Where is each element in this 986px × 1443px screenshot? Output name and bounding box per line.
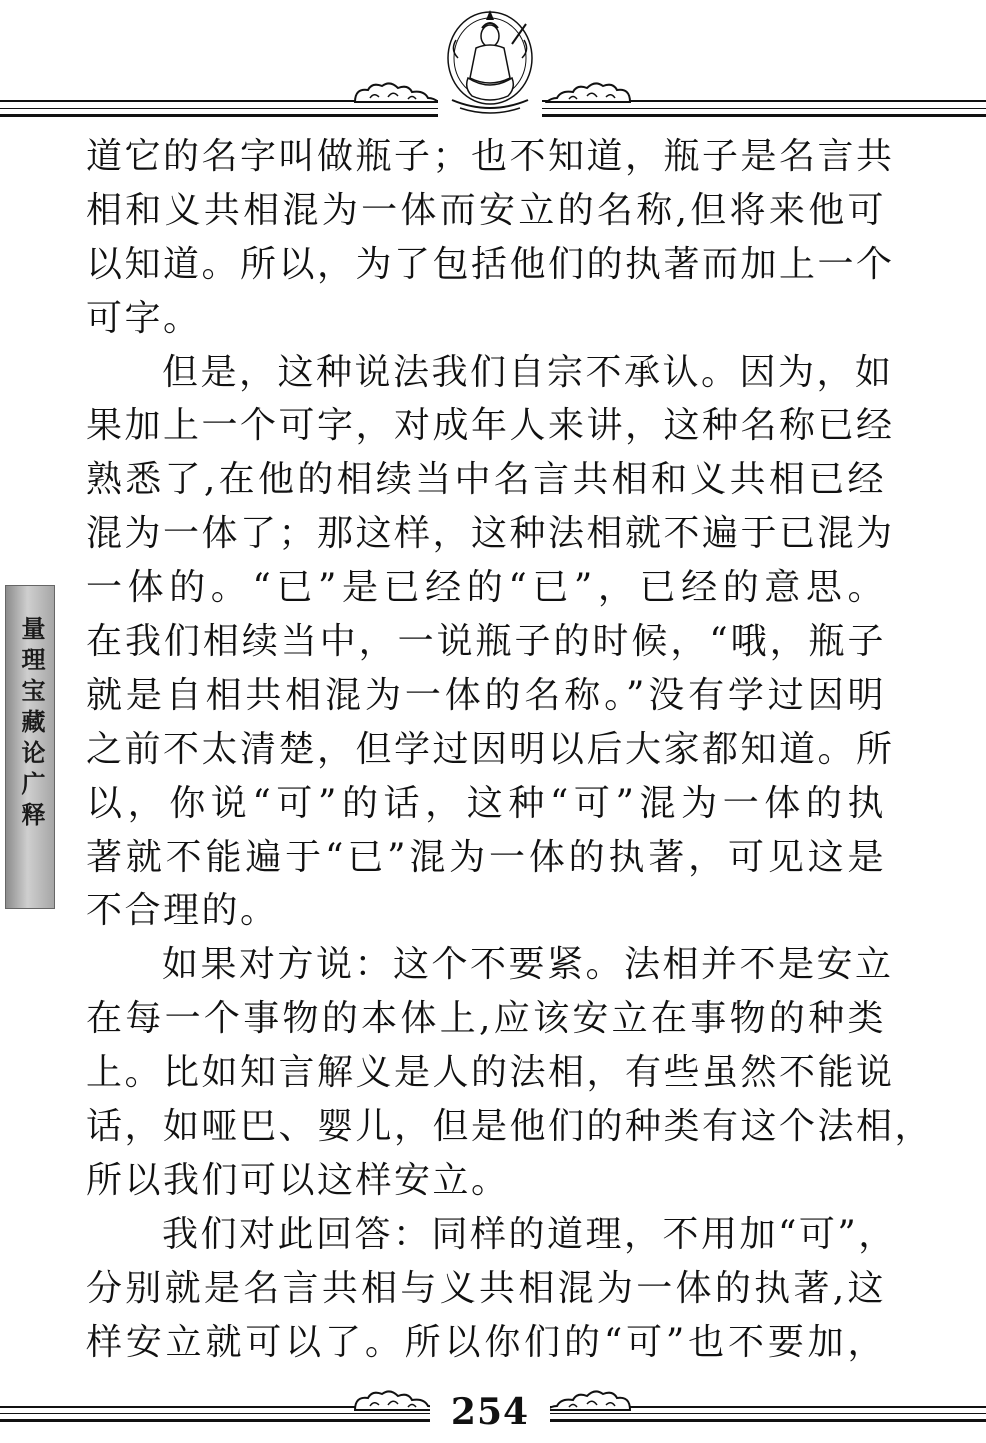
cloud-ornament-icon (350, 1388, 440, 1414)
page-number: 254 (430, 1392, 550, 1432)
text-line: 在每一个事物的本体上,应该安立在事物的种类 (86, 998, 886, 1040)
text-line: 分别就是名言共相与义共相混为一体的执著,这 (86, 1267, 886, 1309)
text-line: 但是，这种说法我们自宗不承认。因为，如 (162, 351, 894, 393)
cloud-ornament-icon (545, 80, 635, 106)
text-line: 我们对此回答：同样的道理，不用加“可”， (162, 1213, 897, 1255)
text-line: 样安立就可以了。所以你们的“可”也不要加， (86, 1321, 886, 1363)
text-line: 混为一体了；那这样，这种法相就不遍于已混为 (86, 513, 895, 555)
text-line: 以，你说“可”的话，这种“可”混为一体的执 (86, 782, 886, 824)
text-line: 之前不太清楚，但学过因明以后大家都知道。所 (86, 728, 895, 770)
text-line: 熟悉了,在他的相续当中名言共相和义共相已经 (86, 459, 886, 501)
cloud-ornament-icon (350, 80, 440, 106)
text-line: 相和义共相混为一体而安立的名称,但将来他可 (86, 189, 886, 231)
text-line: 就是自相共相混为一体的名称。”没有学过因明 (86, 674, 886, 716)
text-line: 可字。 (86, 297, 202, 339)
text-line: 上。比如知言解义是人的法相，有些虽然不能说 (86, 1052, 895, 1094)
text-line: 如果对方说：这个不要紧。法相并不是安立 (162, 944, 894, 986)
body-text (86, 130, 934, 1369)
book-title: 量理宝藏论广释 (17, 616, 45, 833)
deity-figure-icon (438, 8, 542, 118)
text-line: 以知道。所以，为了包括他们的执著而加上一个 (86, 243, 895, 285)
text-line: 果加上一个可字，对成年人来讲，这种名称已经 (86, 405, 895, 447)
text-line: 所以我们可以这样安立。 (86, 1159, 510, 1201)
text-line: 著就不能遍于“已”混为一体的执著，可见这是 (86, 836, 886, 878)
text-line: 在我们相续当中，一说瓶子的时候，“哦，瓶子 (86, 621, 886, 663)
text-line: 不合理的。 (86, 890, 279, 932)
text-line: 道它的名字叫做瓶子；也不知道，瓶子是名言共 (86, 136, 895, 177)
text-line: 一体的。“已”是已经的“已”，已经的意思。 (86, 567, 886, 609)
deity-illustration (438, 8, 542, 118)
text-line: 话，如哑巴、婴儿，但是他们的种类有这个法相， (86, 1106, 934, 1148)
book-title-side-tab (5, 585, 55, 909)
cloud-ornament-icon (545, 1388, 635, 1414)
